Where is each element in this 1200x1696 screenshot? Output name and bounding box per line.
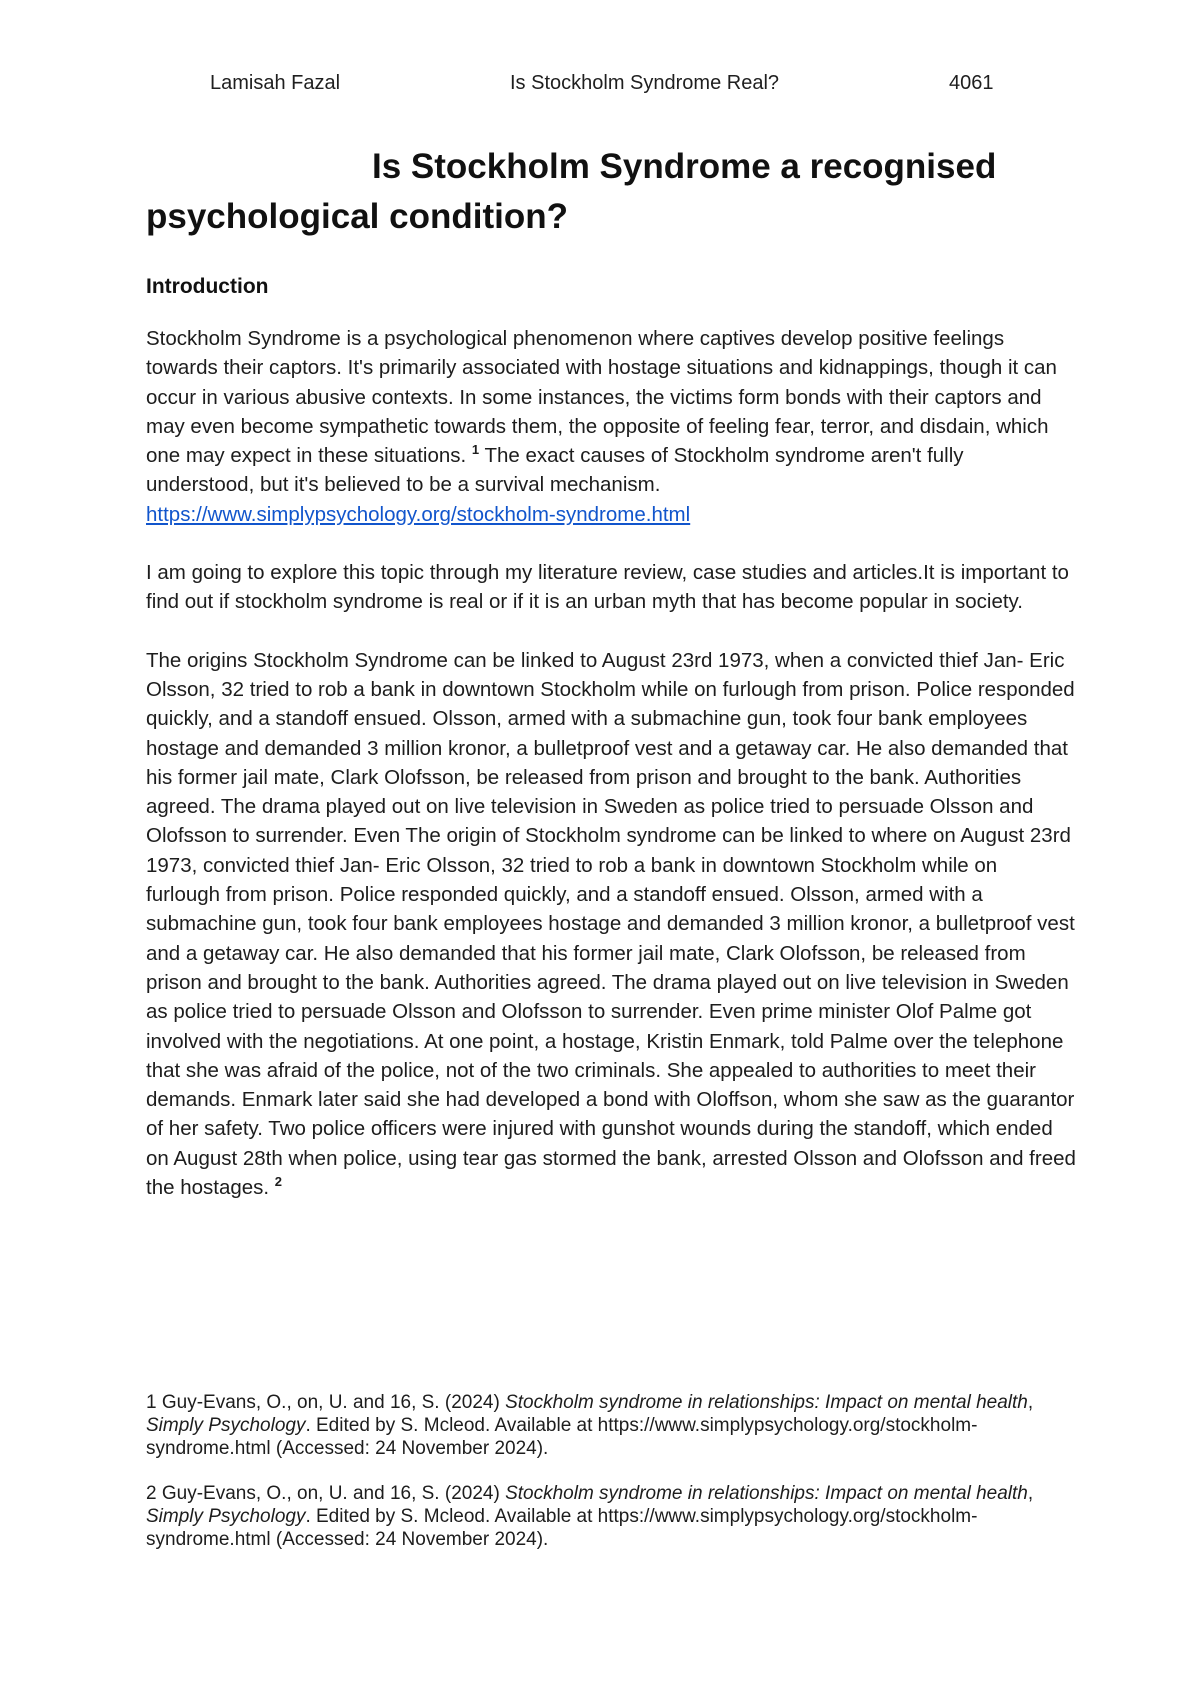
footnote-1: [146, 1391, 1076, 1460]
footnote-publisher: Simply Psychology: [146, 1506, 306, 1527]
intro-paragraph-3-text: The origins Stockholm Syndrome can be linked to August 23rd 1973, when a convicted thief Jan- Eric Olsson, 32 tried to rob a bank in downtown Stockholm while on furlough from prison. Police responded quickly, and a standoff ensued. Olsson, armed with a submachine gun, took four bank employees hostage and demanded 3 million kronor, a bulletproof vest and a getaway car. He also demanded that his former jail mate, Clark Olofsson, be released from prison and brought to the bank. Authorities agreed. The drama played out on live television in Sweden as police tried to persuade Olsson and Olofsson to surrender. Even The origin of Stockholm syndrome can be linked to where on August 23rd 1973, convicted thief Jan- Eric Olsson, 32 tried to rob a bank in downtown Stockholm while on furlough from prison. Police responded quickly, and a standoff ensued. Olsson, armed with a submachine gun, took four bank employees hostage and demanded 3 million kronor, a bulletproof vest and a getaway car. He also demanded that his former jail mate, Clark Olofsson, be released from prison and brought to the bank. Authorities agreed. The drama played out on live television in Sweden as police tried to persuade Olsson and Olofsson to surrender. Even prime minister Olof Palme got involved with the negotiations. At one point, a hostage, Kristin Enmark, told Palme over the telephone that she was afraid of the police, not of the two criminals. She appealed to authorities to meet their demands. Enmark later said she had developed a bond with Oloffson, whom she saw as the guarantor of her safety. Two police officers were injured with gunshot wounds during the standoff, which ended on August 28th when police, using tear gas stormed the bank, arrested Olsson and Olofsson and freed the hostages.: [146, 648, 1076, 1200]
footnote-title: Stockholm syndrome in relationships: Impact on mental health: [505, 1483, 1028, 1504]
section-heading-introduction: Introduction: [146, 275, 269, 298]
footnotes: [146, 1391, 1076, 1573]
header-title: Is Stockholm Syndrome Real?: [510, 72, 780, 94]
intro-paragraph-1-text: Stockholm Syndrome is a psychological phenomenon where captives develop positive feelings towards their captors. It's primarily associated with hostage situations and kidnappings, though it can occur in various abusive contexts. In some instances, the victims form bonds with their captors and may even become sympathetic towards them, the opposite of feeling fear, terror, and disdain, which one may expect in these situations.: [146, 327, 1057, 468]
footnote-title: Stockholm syndrome in relationships: Impact on mental health: [505, 1392, 1028, 1413]
document-body: [146, 272, 1076, 1202]
footnote-publisher: Simply Psychology: [146, 1415, 306, 1436]
header-number: 4061: [949, 72, 994, 94]
intro-paragraph-2: I am going to explore this topic through my literature review, case studies and articles.It is important to find out if stockholm syndrome is real or if it is an urban myth that has become popular in society.: [146, 561, 1069, 614]
footnote-ref-1[interactable]: 1: [471, 442, 480, 458]
footnote-2: [146, 1482, 1076, 1551]
footnote-lead: 1 Guy-Evans, O., on, U. and 16, S. (2024): [146, 1392, 506, 1413]
footnote-ref-2[interactable]: 2: [274, 1174, 283, 1190]
intro-paragraph-1: [146, 324, 1076, 500]
intro-paragraph-3: [146, 646, 1076, 1203]
footnote-lead: 2 Guy-Evans, O., on, U. and 16, S. (2024): [146, 1483, 506, 1504]
footnote-tail: . Edited by S. Mcleod. Available at https://www.simplypsychology.org/stockholm-syndrome.html (Accessed: 24 November 2024).: [146, 1506, 978, 1550]
title-line-1: Is Stockholm Syndrome a recognised: [372, 147, 997, 186]
source-link[interactable]: https://www.simplypsychology.org/stockholm-syndrome.html: [146, 502, 691, 526]
intro-paragraph-1-tail: The exact causes of Stockholm syndrome aren't fully understood, but it's believed to be a survival mechanism.: [146, 444, 964, 497]
header-author: Lamisah Fazal: [210, 72, 341, 94]
footnote-sep: ,: [1027, 1483, 1034, 1504]
page-header: [0, 72, 1200, 100]
title-line-2: psychological condition?: [146, 197, 568, 236]
footnote-tail: . Edited by S. Mcleod. Available at https://www.simplypsychology.org/stockholm-syndrome.html (Accessed: 24 November 2024).: [146, 1415, 978, 1459]
document-title: [146, 142, 1066, 242]
footnote-sep: ,: [1027, 1392, 1034, 1413]
